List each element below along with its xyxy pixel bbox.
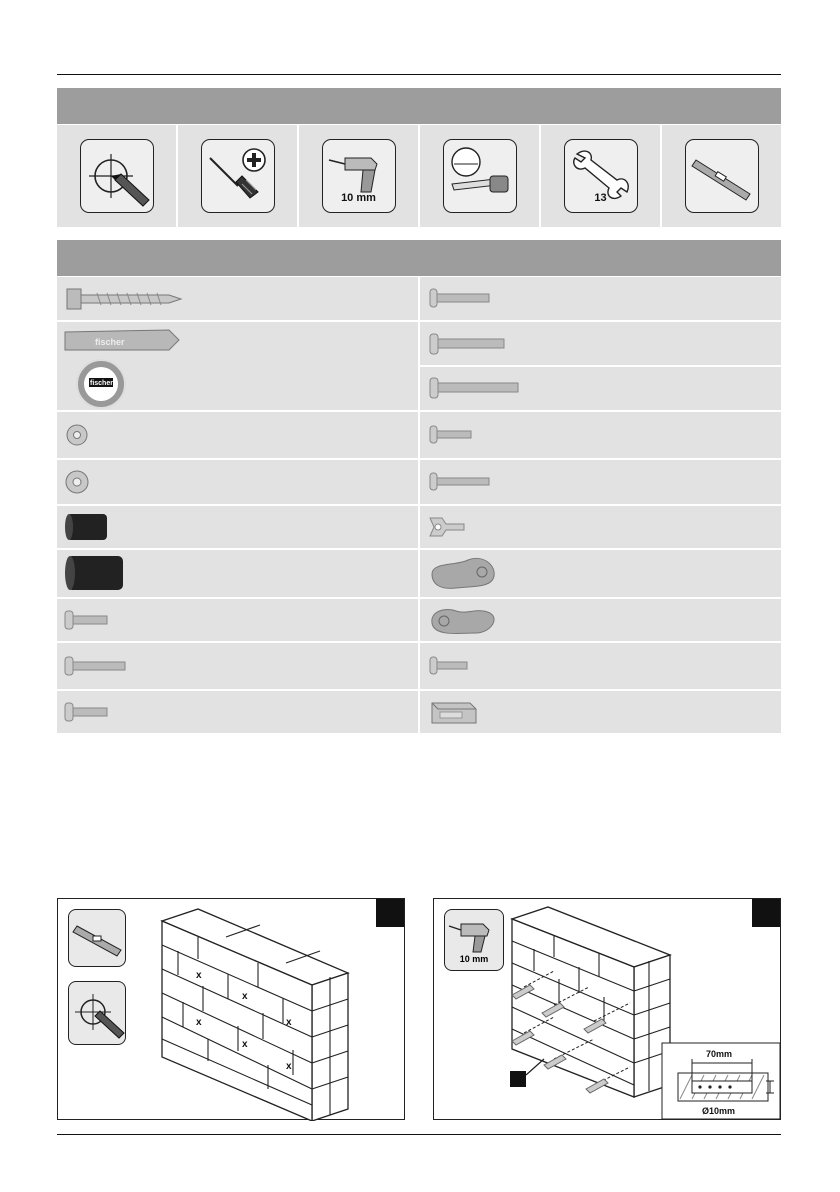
tape-measure-icon xyxy=(443,139,517,213)
step-1-panel xyxy=(57,898,405,1120)
bolt-d-row xyxy=(420,412,781,458)
tools-header xyxy=(57,88,781,124)
tool-cell xyxy=(299,125,418,227)
drill-diameter-label: Ø10mm xyxy=(702,1106,736,1116)
spacer-short-row xyxy=(57,506,418,548)
bottom-rule xyxy=(57,1134,781,1135)
tool-cell xyxy=(662,125,781,227)
spirit-level-icon xyxy=(685,139,759,213)
spacer-long-row xyxy=(57,550,418,597)
svg-text:x: x xyxy=(286,1017,292,1028)
fischer-logo-text: fischer xyxy=(90,380,113,387)
wrench-size-label: 13 xyxy=(594,192,607,204)
parts-header xyxy=(57,240,781,276)
svg-text:x: x xyxy=(196,1017,202,1028)
screw-long-row xyxy=(57,643,418,689)
washer-large-row xyxy=(57,460,418,504)
drill-depth-label: 70mm xyxy=(706,1049,733,1059)
parts-column-left xyxy=(57,277,418,737)
cover-cap-left-row xyxy=(420,550,781,597)
svg-text:x: x xyxy=(242,991,248,1002)
parts-column-right xyxy=(420,277,781,737)
tool-cell xyxy=(57,125,176,227)
wall-plug-row xyxy=(57,322,418,410)
tool-cell xyxy=(420,125,539,227)
screw-medium-row xyxy=(57,691,418,733)
brick-wall-marked xyxy=(58,899,406,1121)
callout-marker xyxy=(510,1071,526,1087)
bolt-a-row xyxy=(420,277,781,320)
tool-cell xyxy=(541,125,660,227)
bolt-b-row xyxy=(420,322,781,365)
tool-cell xyxy=(178,125,297,227)
parts-table xyxy=(57,277,781,737)
wall-plug-brand-text: fischer xyxy=(95,337,125,347)
screwdriver-icon xyxy=(201,139,275,213)
marking-pen-icon xyxy=(80,139,154,213)
svg-text:x: x xyxy=(286,1061,292,1072)
end-cap-row xyxy=(420,691,781,733)
wrench-icon xyxy=(564,139,638,213)
brick-wall-drilled xyxy=(434,899,782,1121)
bolt-c-row xyxy=(420,367,781,410)
svg-text:x: x xyxy=(242,1039,248,1050)
drill-size-label: 10 mm xyxy=(341,192,376,204)
screw-small-row xyxy=(420,643,781,689)
screw-short-row xyxy=(57,599,418,641)
drill-icon xyxy=(322,139,396,213)
cover-cap-right-row xyxy=(420,599,781,641)
step-2-panel xyxy=(433,898,781,1120)
washer-small-row xyxy=(57,412,418,458)
drill-size-label: 10 mm xyxy=(459,954,489,964)
svg-text:x: x xyxy=(196,970,202,981)
bolt-e-row xyxy=(420,460,781,504)
tools-row xyxy=(57,125,781,227)
lag-screw-row xyxy=(57,277,418,320)
top-rule xyxy=(57,74,781,75)
cable-clip-row xyxy=(420,506,781,548)
